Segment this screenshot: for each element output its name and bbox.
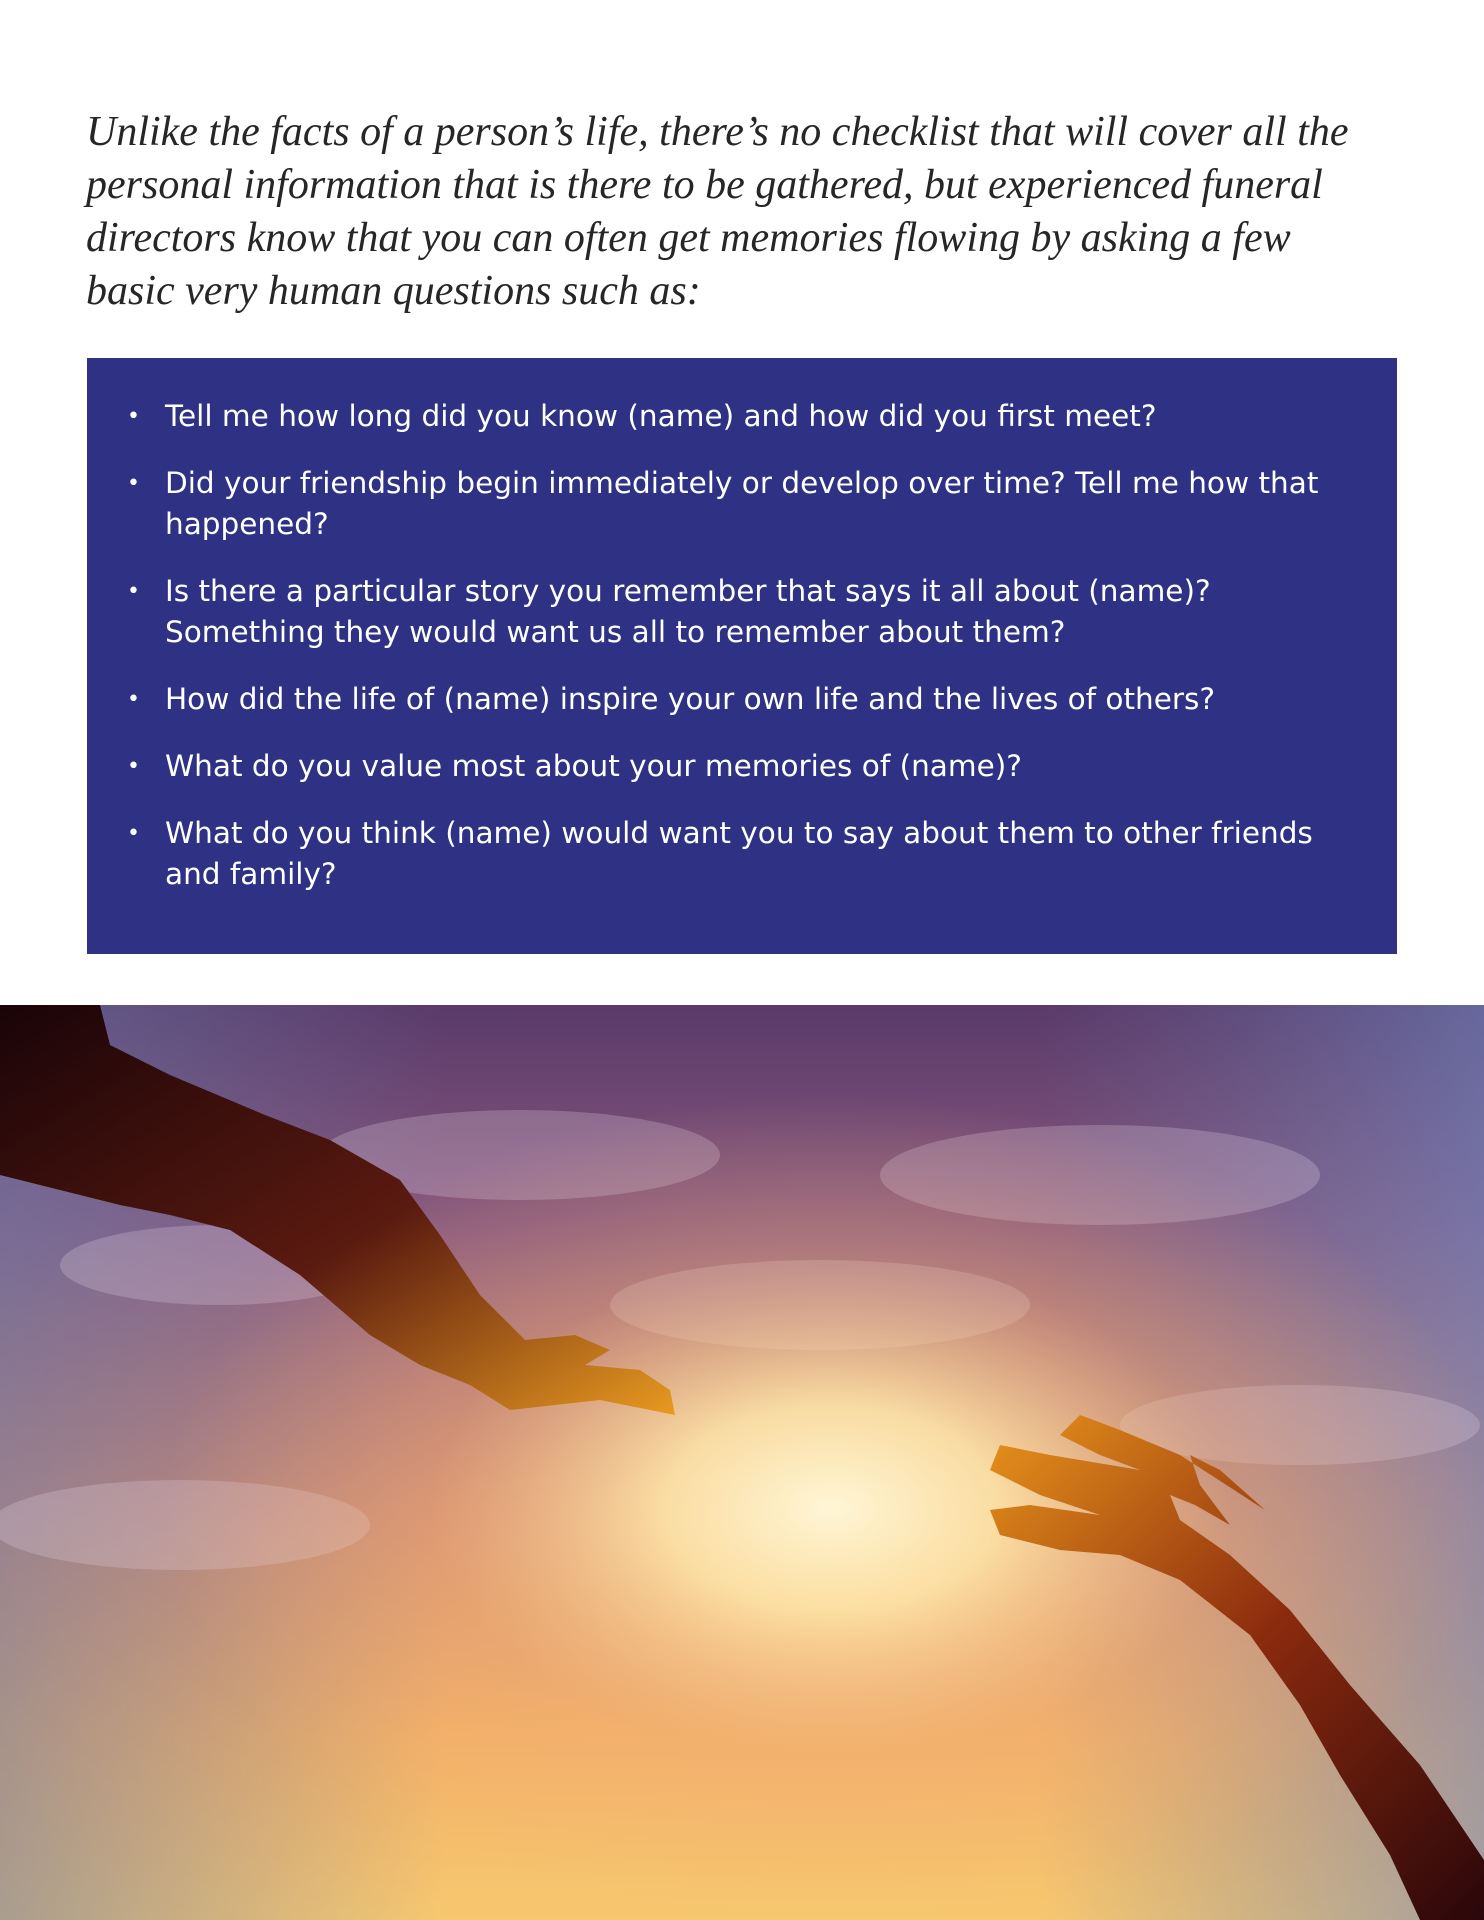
question-text: Did your friendship begin immediately or develop over time? Tell me how that happened? bbox=[165, 466, 1319, 541]
question-item bbox=[127, 463, 1337, 545]
reaching-hands-photo bbox=[0, 1005, 1484, 1920]
question-item bbox=[127, 396, 1337, 437]
question-text: Tell me how long did you know (name) and how did you first meet? bbox=[165, 399, 1157, 433]
question-item bbox=[127, 679, 1337, 720]
question-text: What do you think (name) would want you to say about them to other friends and family? bbox=[165, 816, 1313, 891]
question-text: Is there a particular story you remember that says it all about (name)? Something they would want us all to remember about them? bbox=[165, 574, 1211, 649]
bullet-icon: • bbox=[127, 821, 140, 846]
question-text: What do you value most about your memories of (name)? bbox=[165, 749, 1022, 783]
questions-box bbox=[87, 358, 1397, 954]
bullet-icon: • bbox=[127, 754, 140, 779]
question-item bbox=[127, 746, 1337, 787]
question-item bbox=[127, 813, 1337, 895]
question-text: How did the life of (name) inspire your own life and the lives of others? bbox=[165, 682, 1216, 716]
question-item bbox=[127, 571, 1337, 653]
questions-list bbox=[127, 396, 1337, 895]
bullet-icon: • bbox=[127, 687, 140, 712]
sunset-sky-image bbox=[0, 1005, 1484, 1920]
bullet-icon: • bbox=[127, 471, 140, 496]
bullet-icon: • bbox=[127, 404, 140, 429]
bullet-icon: • bbox=[127, 579, 140, 604]
intro-paragraph: Unlike the facts of a person’s life, there’s no checklist that will cover all the personal information that is there to be gathered, but experienced funeral directors know that you can often get memories flowing by asking a few basic very human questions such as: bbox=[86, 109, 1349, 314]
